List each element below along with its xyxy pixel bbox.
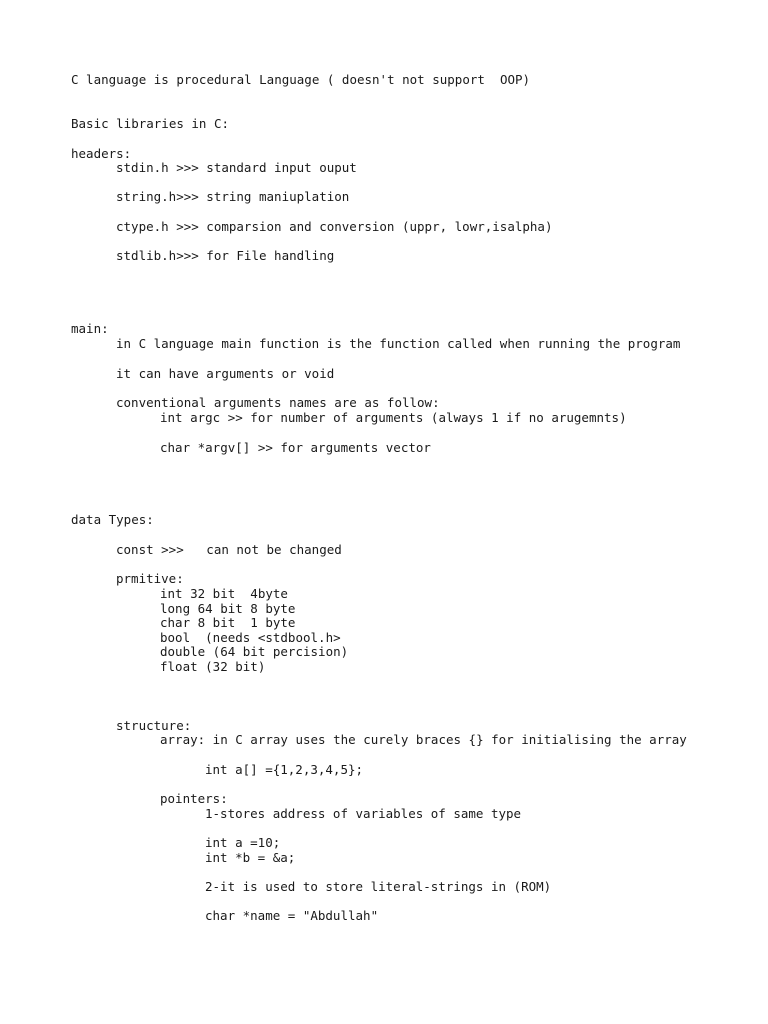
text-line: stdlib.h>>> for File handling [116,248,335,263]
text-line: float (32 bit) [160,659,266,674]
text-line: int argc >> for number of arguments (always 1 if no arugemnts) [160,410,627,425]
code-line: int a[] ={1,2,3,4,5}; [205,762,364,777]
text-line: int 32 bit 4byte [160,586,288,601]
text-line: it can have arguments or void [116,366,335,381]
text-line: double (64 bit percision) [160,644,349,659]
text-line: long 64 bit 8 byte [160,601,296,616]
subheading-pointers: pointers: [160,791,228,806]
section-heading-data-types: data Types: [71,512,154,527]
code-line: int *b = &a; [205,850,296,865]
text-line: array: in C array uses the curely braces {} for initialising the array [160,732,687,747]
section-heading-libraries: Basic libraries in C: [71,116,230,131]
text-line: conventional arguments names are as follow: [116,395,440,410]
code-line: int a =10; [205,835,281,850]
section-heading-main: main: [71,321,109,336]
text-line: ctype.h >>> comparsion and conversion (uppr, lowr,isalpha) [116,219,553,234]
intro-line: C language is procedural Language ( doesn't not support OOP) [71,72,531,87]
subheading-structure: structure: [116,718,192,733]
text-line: bool (needs <stdbool.h> [160,630,341,645]
text-line: string.h>>> string maniuplation [116,189,350,204]
text-line: const >>> can not be changed [116,542,342,557]
text-line: char 8 bit 1 byte [160,615,296,630]
text-line: stdin.h >>> standard input ouput [116,160,357,175]
code-line: char *name = "Abdullah" [205,908,379,923]
text-line: 1-stores address of variables of same type [205,806,522,821]
subheading-primitive: prmitive: [116,571,184,586]
subheading-headers: headers: [71,146,132,161]
text-line: char *argv[] >> for arguments vector [160,440,431,455]
text-line: in C language main function is the function called when running the program [116,336,681,351]
text-line: 2-it is used to store literal-strings in (ROM) [205,879,552,894]
